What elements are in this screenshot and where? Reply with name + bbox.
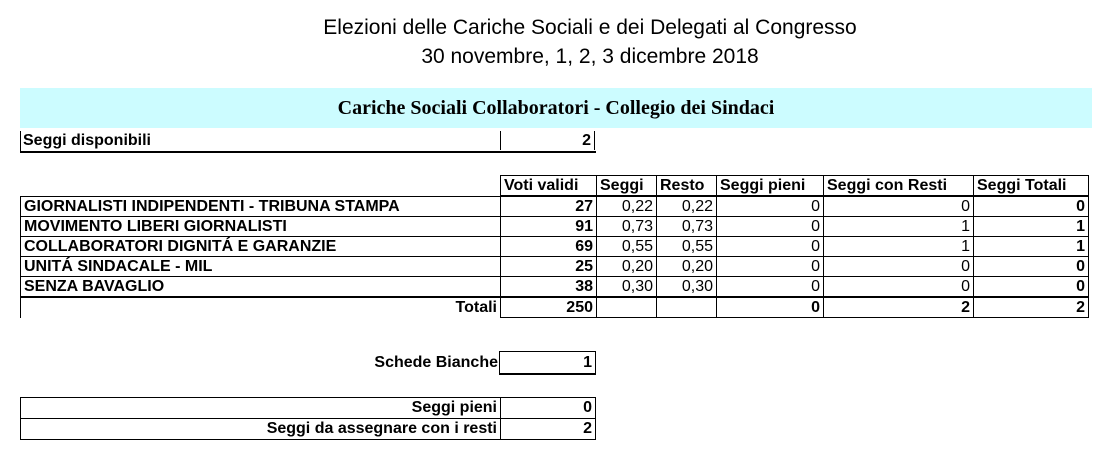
col-header-seggi: Seggi	[597, 176, 657, 197]
resto-cell: 0,22	[657, 196, 717, 217]
seggi-pieni-label: Seggi pieni	[21, 398, 501, 419]
section-banner: Cariche Sociali Collaboratori - Collegio dei Sindaci	[20, 88, 1092, 128]
seggi-pieni-row	[21, 398, 596, 419]
voti-cell: 25	[501, 257, 597, 277]
table-row	[21, 277, 1089, 298]
totals-voti: 250	[501, 297, 597, 318]
seggi-disponibili-value: 2	[500, 131, 595, 150]
totali-cell: 1	[974, 217, 1089, 237]
summary-table	[20, 397, 596, 440]
totali-cell: 1	[974, 237, 1089, 257]
table-row	[21, 257, 1089, 277]
pieni-cell: 0	[717, 277, 824, 298]
totals-row	[21, 297, 1089, 318]
list-name: COLLABORATORI DIGNITÁ E GARANZIE	[21, 237, 501, 257]
seggi-cell: 0,73	[597, 217, 657, 237]
pieni-cell: 0	[717, 237, 824, 257]
seggi-disponibili-row	[20, 131, 596, 153]
resto-cell: 0,73	[657, 217, 717, 237]
voti-cell: 38	[501, 277, 597, 298]
list-name: UNITÁ SINDACALE - MIL	[21, 257, 501, 277]
col-header-totali: Seggi Totali	[974, 176, 1089, 197]
seggi-cell: 0,55	[597, 237, 657, 257]
totals-resto	[657, 297, 717, 318]
seggi-pieni-value: 0	[501, 398, 596, 419]
table-row	[21, 196, 1089, 217]
resti-cell: 0	[824, 277, 974, 298]
election-dates: 30 novembre, 1, 2, 3 dicembre 2018	[421, 45, 759, 68]
seggi-resti-row	[21, 419, 596, 440]
totals-seggi	[597, 297, 657, 318]
col-header-voti: Voti validi	[501, 176, 597, 197]
list-name: MOVIMENTO LIBERI GIORNALISTI	[21, 217, 501, 237]
schede-bianche-label: Schede Bianche	[374, 354, 498, 371]
totals-pieni: 0	[717, 297, 824, 318]
col-header-pieni: Seggi pieni	[717, 176, 824, 197]
schede-bianche-value: 1	[499, 351, 596, 375]
resti-cell: 0	[824, 196, 974, 217]
voti-cell: 27	[501, 196, 597, 217]
totals-resti: 2	[824, 297, 974, 318]
results-table	[20, 175, 1089, 318]
election-title: Elezioni delle Cariche Sociali e dei Delegati al Congresso	[323, 16, 857, 39]
totali-cell: 0	[974, 257, 1089, 277]
totali-cell: 0	[974, 196, 1089, 217]
seggi-disponibili-label: Seggi disponibili	[23, 132, 151, 149]
resti-cell: 1	[824, 217, 974, 237]
resti-cell: 0	[824, 257, 974, 277]
seggi-resti-label: Seggi da assegnare con i resti	[21, 419, 501, 440]
col-header-resto: Resto	[657, 176, 717, 197]
table-header-row	[21, 176, 1089, 197]
voti-cell: 69	[501, 237, 597, 257]
seggi-cell: 0,22	[597, 196, 657, 217]
totali-cell: 0	[974, 277, 1089, 298]
pieni-cell: 0	[717, 196, 824, 217]
resti-cell: 1	[824, 237, 974, 257]
col-header-resti: Seggi con Resti	[824, 176, 974, 197]
totals-totali: 2	[974, 297, 1089, 318]
table-row	[21, 237, 1089, 257]
table-row	[21, 217, 1089, 237]
list-name: GIORNALISTI INDIPENDENTI - TRIBUNA STAMPA	[21, 196, 501, 217]
resto-cell: 0,30	[657, 277, 717, 298]
voti-cell: 91	[501, 217, 597, 237]
seggi-cell: 0,20	[597, 257, 657, 277]
pieni-cell: 0	[717, 217, 824, 237]
seggi-cell: 0,30	[597, 277, 657, 298]
header-spacer	[21, 176, 501, 197]
list-name: SENZA BAVAGLIO	[21, 277, 501, 298]
seggi-resti-value: 2	[501, 419, 596, 440]
pieni-cell: 0	[717, 257, 824, 277]
resto-cell: 0,55	[657, 237, 717, 257]
resto-cell: 0,20	[657, 257, 717, 277]
totals-label: Totali	[21, 297, 501, 318]
